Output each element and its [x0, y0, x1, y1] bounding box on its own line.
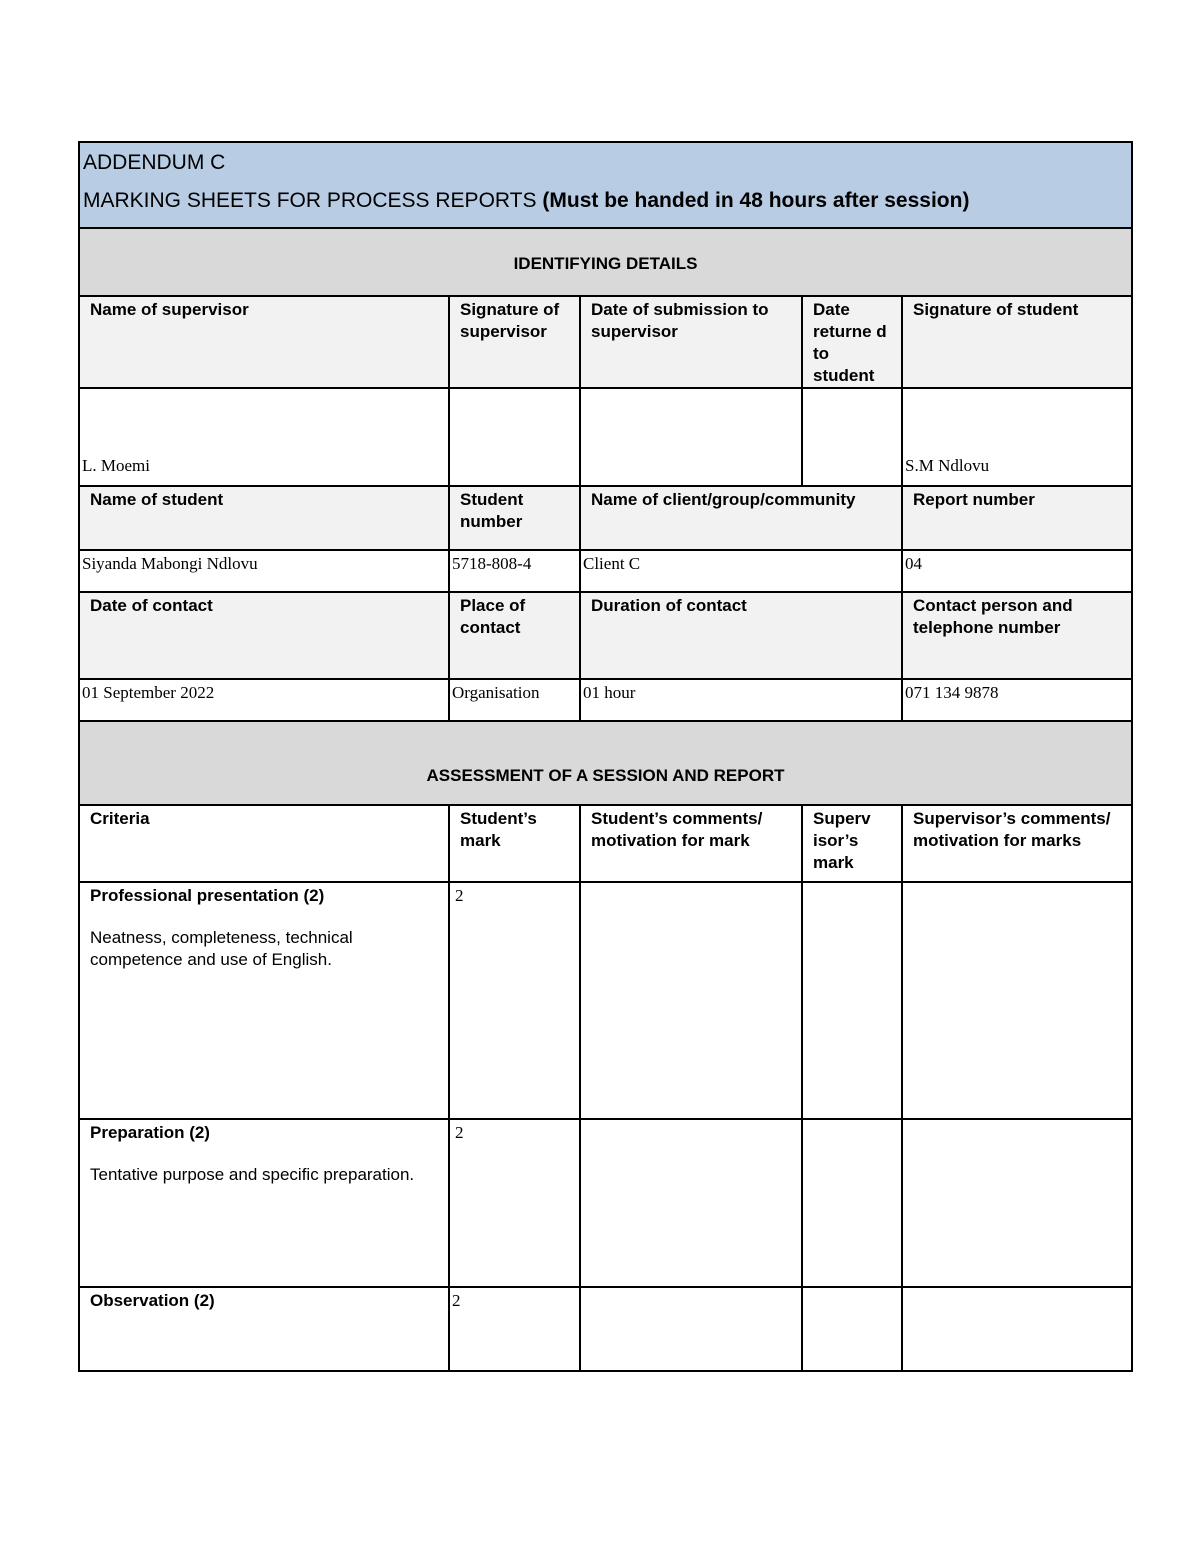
label-client-group-community: Name of client/group/community	[580, 486, 902, 550]
table-row	[79, 1287, 1132, 1371]
label-date-of-contact: Date of contact	[79, 592, 449, 679]
table-row	[79, 882, 1132, 1119]
criteria-title: Observation (2)	[90, 1291, 215, 1310]
student-number-value[interactable]: 5718-808-4	[449, 550, 580, 592]
student-comments-cell[interactable]	[580, 1287, 802, 1371]
criteria-description: Tentative purpose and specific preparation.	[90, 1165, 415, 1184]
marking-sheet-table	[78, 141, 1133, 1372]
supervisor-comments-cell[interactable]	[902, 882, 1132, 1119]
student-signature-value[interactable]: S.M Ndlovu	[902, 388, 1132, 486]
supervisor-mark-cell[interactable]	[802, 882, 902, 1119]
supervisor-comments-cell[interactable]	[902, 1119, 1132, 1287]
header-supervisor-comments: Supervisor’s comments/ motivation for marks	[902, 805, 1132, 882]
label-contact-person: Contact person and telephone number	[902, 592, 1132, 679]
student-name-value[interactable]: Siyanda Mabongi Ndlovu	[79, 550, 449, 592]
criteria-description: Neatness, completeness, technical competence and use of English.	[90, 928, 353, 969]
submission-date-value[interactable]	[580, 388, 802, 486]
sheet-title: MARKING SHEETS FOR PROCESS REPORTS (Must be handed in 48 hours after session)	[83, 189, 970, 212]
label-signature-of-student: Signature of student	[902, 296, 1132, 388]
label-signature-of-supervisor: Signature of supervisor	[449, 296, 580, 388]
label-place-of-contact: Place of contact	[449, 592, 580, 679]
criteria-title: Preparation (2)	[90, 1123, 210, 1142]
submission-note: (Must be handed in 48 hours after session)	[542, 189, 970, 212]
student-comments-cell[interactable]	[580, 882, 802, 1119]
label-name-of-student: Name of student	[79, 486, 449, 550]
student-mark-value[interactable]: 2	[449, 882, 580, 1119]
addendum-label: ADDENDUM C	[83, 151, 226, 174]
assessment-heading: ASSESSMENT OF A SESSION AND REPORT	[79, 721, 1132, 805]
label-name-of-supervisor: Name of supervisor	[79, 296, 449, 388]
contact-date-value[interactable]: 01 September 2022	[79, 679, 449, 721]
student-comments-cell[interactable]	[580, 1119, 802, 1287]
addendum-header	[79, 142, 1132, 228]
label-student-number: Student number	[449, 486, 580, 550]
contact-phone-value[interactable]: 071 134 9878	[902, 679, 1132, 721]
table-row	[79, 1119, 1132, 1287]
header-student-comments: Student’s comments/ motivation for mark	[580, 805, 802, 882]
contact-duration-value[interactable]: 01 hour	[580, 679, 902, 721]
header-supervisor-mark: Superv isor’s mark	[802, 805, 902, 882]
header-student-mark: Student’s mark	[449, 805, 580, 882]
header-criteria: Criteria	[79, 805, 449, 882]
label-date-returned: Date returne d to student	[802, 296, 902, 388]
label-report-number: Report number	[902, 486, 1132, 550]
student-mark-value[interactable]: 2	[449, 1287, 580, 1371]
supervisor-comments-cell[interactable]	[902, 1287, 1132, 1371]
identifying-details-heading: IDENTIFYING DETAILS	[79, 228, 1132, 296]
supervisor-mark-cell[interactable]	[802, 1119, 902, 1287]
supervisor-signature-value[interactable]	[449, 388, 580, 486]
report-number-value[interactable]: 04	[902, 550, 1132, 592]
supervisor-name-value[interactable]: L. Moemi	[79, 388, 449, 486]
criteria-cell	[79, 1119, 449, 1287]
supervisor-mark-cell[interactable]	[802, 1287, 902, 1371]
contact-place-value[interactable]: Organisation	[449, 679, 580, 721]
criteria-cell	[79, 1287, 449, 1371]
student-mark-value[interactable]: 2	[449, 1119, 580, 1287]
criteria-cell	[79, 882, 449, 1119]
client-value[interactable]: Client C	[580, 550, 902, 592]
returned-date-value[interactable]	[802, 388, 902, 486]
label-duration-of-contact: Duration of contact	[580, 592, 902, 679]
criteria-title: Professional presentation (2)	[90, 886, 325, 905]
label-date-of-submission: Date of submission to supervisor	[580, 296, 802, 388]
